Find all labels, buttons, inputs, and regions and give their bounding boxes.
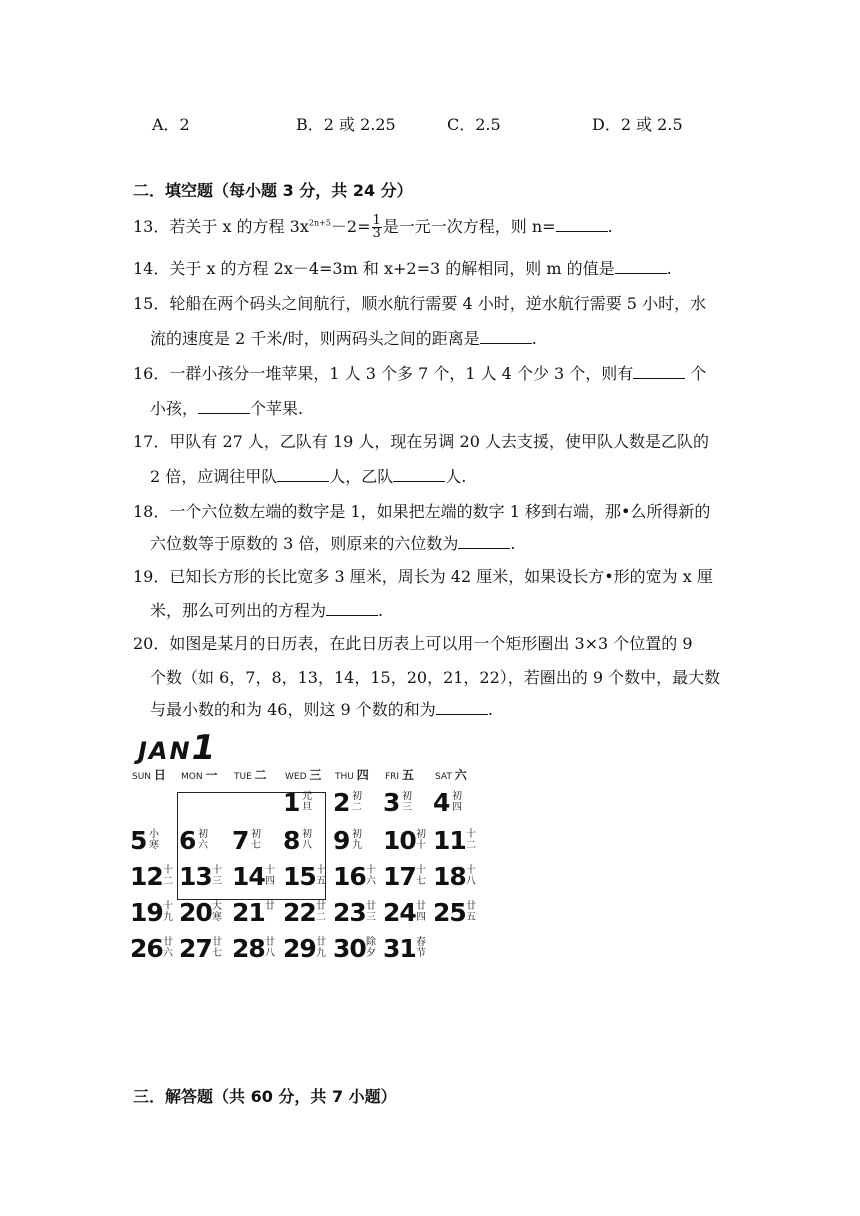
calendar-day <box>331 896 381 932</box>
day-number: 22 <box>283 898 316 927</box>
calendar-day <box>331 786 381 822</box>
day-number: 5 <box>130 826 147 855</box>
lunar-label: 十四 <box>265 865 275 887</box>
question-13: 13．若关于 x 的方程 $3x^{2n+5}-2=$ $\frac{1}{3}$ 是一元一次方程，则 n= . <box>133 213 613 241</box>
option-c: C．2.5 <box>447 115 501 134</box>
calendar-day <box>281 896 331 932</box>
weekday-header: SUN 日 <box>132 768 166 782</box>
lunar-label: 十六 <box>366 865 376 887</box>
calendar-day <box>230 860 280 896</box>
weekday-header: WED 三 <box>285 768 322 782</box>
lunar-label: 十三 <box>212 865 222 887</box>
day-number: 4 <box>433 788 450 817</box>
weekday-header: SAT 六 <box>435 768 467 782</box>
answer-blank <box>436 700 488 715</box>
calendar-day <box>128 896 178 932</box>
calendar-day <box>381 786 431 822</box>
question-14: 14．关于 x 的方程 2x－4=3m 和 x+2=3 的解相同，则 m 的值是 . <box>133 259 672 278</box>
calendar-day <box>281 932 331 968</box>
weekday-header: TUE 二 <box>234 768 267 782</box>
calendar-day <box>381 824 431 860</box>
lunar-label: 初六 <box>198 829 208 851</box>
fraction-one-third: $\frac{1}{3}$ <box>372 213 381 241</box>
question-20-line-3: 与最小数的和为 46，则这 9 个数的和为 . <box>150 700 493 719</box>
lunar-label: 十九 <box>163 901 173 923</box>
calendar-day <box>128 824 178 860</box>
lunar-label: 十二 <box>163 865 173 887</box>
lunar-label: 十八 <box>466 865 476 887</box>
day-number: 24 <box>383 898 416 927</box>
day-number: 7 <box>232 826 249 855</box>
calendar-day <box>381 932 431 968</box>
lunar-label: 初三 <box>402 791 412 813</box>
weekday-header: THU 四 <box>335 768 369 782</box>
question-20-line-1: 20．如图是某月的日历表，在此日历表上可以用一个矩形圈出 3×3 个位置的 9 <box>133 634 693 653</box>
day-number: 29 <box>283 934 316 963</box>
calendar-day <box>230 932 280 968</box>
lunar-label: 廿九 <box>316 937 326 959</box>
calendar-day <box>331 860 381 896</box>
lunar-label: 初九 <box>352 829 362 851</box>
day-number: 18 <box>433 862 466 891</box>
lunar-label: 除夕 <box>366 937 376 959</box>
question-17-line-2: 2 倍，应调往甲队 人，乙队 人. <box>150 467 467 486</box>
calendar-figure <box>128 724 474 970</box>
lunar-label: 廿七 <box>212 937 222 959</box>
lunar-label: 廿二 <box>316 901 326 923</box>
lunar-label: 廿六 <box>163 937 173 959</box>
calendar-day <box>281 786 331 822</box>
day-number: 25 <box>433 898 466 927</box>
answer-blank <box>277 467 329 482</box>
calendar-day <box>431 824 481 860</box>
answer-blank <box>480 329 532 344</box>
calendar-day <box>230 824 280 860</box>
day-number: 14 <box>232 862 265 891</box>
day-number: 31 <box>383 934 416 963</box>
day-number: 28 <box>232 934 265 963</box>
calendar-day <box>177 824 227 860</box>
lunar-label: 初二 <box>352 791 362 813</box>
question-19-line-2: 米，那么可列出的方程为 . <box>150 601 384 620</box>
calendar-day <box>431 896 481 932</box>
calendar-day <box>281 860 331 896</box>
lunar-label: 元旦 <box>302 791 312 813</box>
day-number: 21 <box>232 898 265 927</box>
day-number: 1 <box>283 788 300 817</box>
calendar-month-title: JAN1 <box>138 728 218 768</box>
calendar-day <box>281 824 331 860</box>
answer-blank <box>458 534 510 549</box>
day-number: 20 <box>179 898 212 927</box>
calendar-day <box>128 932 178 968</box>
calendar-day <box>177 896 227 932</box>
answer-blank <box>615 259 667 274</box>
day-number: 26 <box>130 934 163 963</box>
question-20-line-2: 个数（如 6，7，8，13，14，15，20，21，22），若圈出的 9 个数中，最大数 <box>150 668 721 687</box>
weekday-header: FRI 五 <box>385 768 414 782</box>
day-number: 2 <box>333 788 350 817</box>
weekday-header: MON 一 <box>181 768 218 782</box>
lunar-label: 小寒 <box>149 829 159 851</box>
lunar-label: 初四 <box>452 791 462 813</box>
day-number: 19 <box>130 898 163 927</box>
question-15-line-2: 流的速度是 2 千米/时，则两码头之间的距离是 . <box>150 329 537 348</box>
day-number: 15 <box>283 862 316 891</box>
calendar-day <box>177 932 227 968</box>
calendar-day <box>381 896 431 932</box>
lunar-label: 廿八 <box>265 937 275 959</box>
lunar-label: 廿四 <box>416 901 426 923</box>
calendar-day <box>331 932 381 968</box>
option-b: B．2 或 2.25 <box>296 115 396 134</box>
lunar-label: 大寒 <box>212 901 222 923</box>
calendar-day <box>331 824 381 860</box>
day-number: 17 <box>383 862 416 891</box>
question-19-line-1: 19．已知长方形的长比宽多 3 厘米，周长为 42 厘米，如果设长方•形的宽为 x 厘 <box>133 567 713 586</box>
day-number: 3 <box>383 788 400 817</box>
lunar-label: 廿三 <box>366 901 376 923</box>
calendar-day <box>381 860 431 896</box>
day-number: 8 <box>283 826 300 855</box>
lunar-label: 初七 <box>251 829 261 851</box>
section-2-title: 二．填空题（每小题 3 分，共 24 分） <box>133 181 413 200</box>
lunar-label: 十七 <box>416 865 426 887</box>
day-number: 13 <box>179 862 212 891</box>
question-16-line-2: 小孩， 个苹果. <box>150 399 304 418</box>
answer-blank <box>393 467 445 482</box>
answer-blank <box>633 364 685 379</box>
day-number: 11 <box>433 826 466 855</box>
lunar-label: 廿五 <box>466 901 476 923</box>
calendar-day <box>431 786 481 822</box>
lunar-label: 十二 <box>466 829 476 851</box>
lunar-label: 廿 <box>265 901 275 912</box>
calendar-day <box>177 860 227 896</box>
section-3-title: 三．解答题（共 60 分，共 7 小题） <box>133 1087 397 1106</box>
question-18-line-2: 六位数等于原数的 3 倍，则原来的六位数为 . <box>150 534 516 553</box>
question-16-line-1: 16．一群小孩分一堆苹果，1 人 3 个多 7 个，1 人 4 个少 3 个，则有 个 <box>133 364 707 383</box>
question-15-line-1: 15．轮船在两个码头之间航行，顺水航行需要 4 小时，逆水航行需要 5 小时，水 <box>133 294 707 313</box>
answer-blank <box>556 217 608 232</box>
answer-blank <box>326 601 378 616</box>
option-a: A．2 <box>152 115 190 134</box>
day-number: 30 <box>333 934 366 963</box>
calendar-day <box>431 860 481 896</box>
day-number: 12 <box>130 862 163 891</box>
day-number: 9 <box>333 826 350 855</box>
lunar-label: 初八 <box>302 829 312 851</box>
lunar-label: 初十 <box>416 829 426 851</box>
lunar-label: 春节 <box>416 937 426 959</box>
day-number: 27 <box>179 934 212 963</box>
option-d: D．2 或 2.5 <box>592 115 683 134</box>
calendar-day <box>230 896 280 932</box>
day-number: 16 <box>333 862 366 891</box>
day-number: 6 <box>179 826 196 855</box>
day-number: 23 <box>333 898 366 927</box>
question-17-line-1: 17．甲队有 27 人，乙队有 19 人，现在另调 20 人去支援，使甲队人数是乙队的 <box>133 432 709 451</box>
day-number: 10 <box>383 826 416 855</box>
lunar-label: 十五 <box>316 865 326 887</box>
answer-blank <box>198 399 250 414</box>
question-18-line-1: 18．一个六位数左端的数字是 1，如果把左端的数字 1 移到右端，那•么所得新的 <box>133 502 711 521</box>
calendar-day <box>128 860 178 896</box>
